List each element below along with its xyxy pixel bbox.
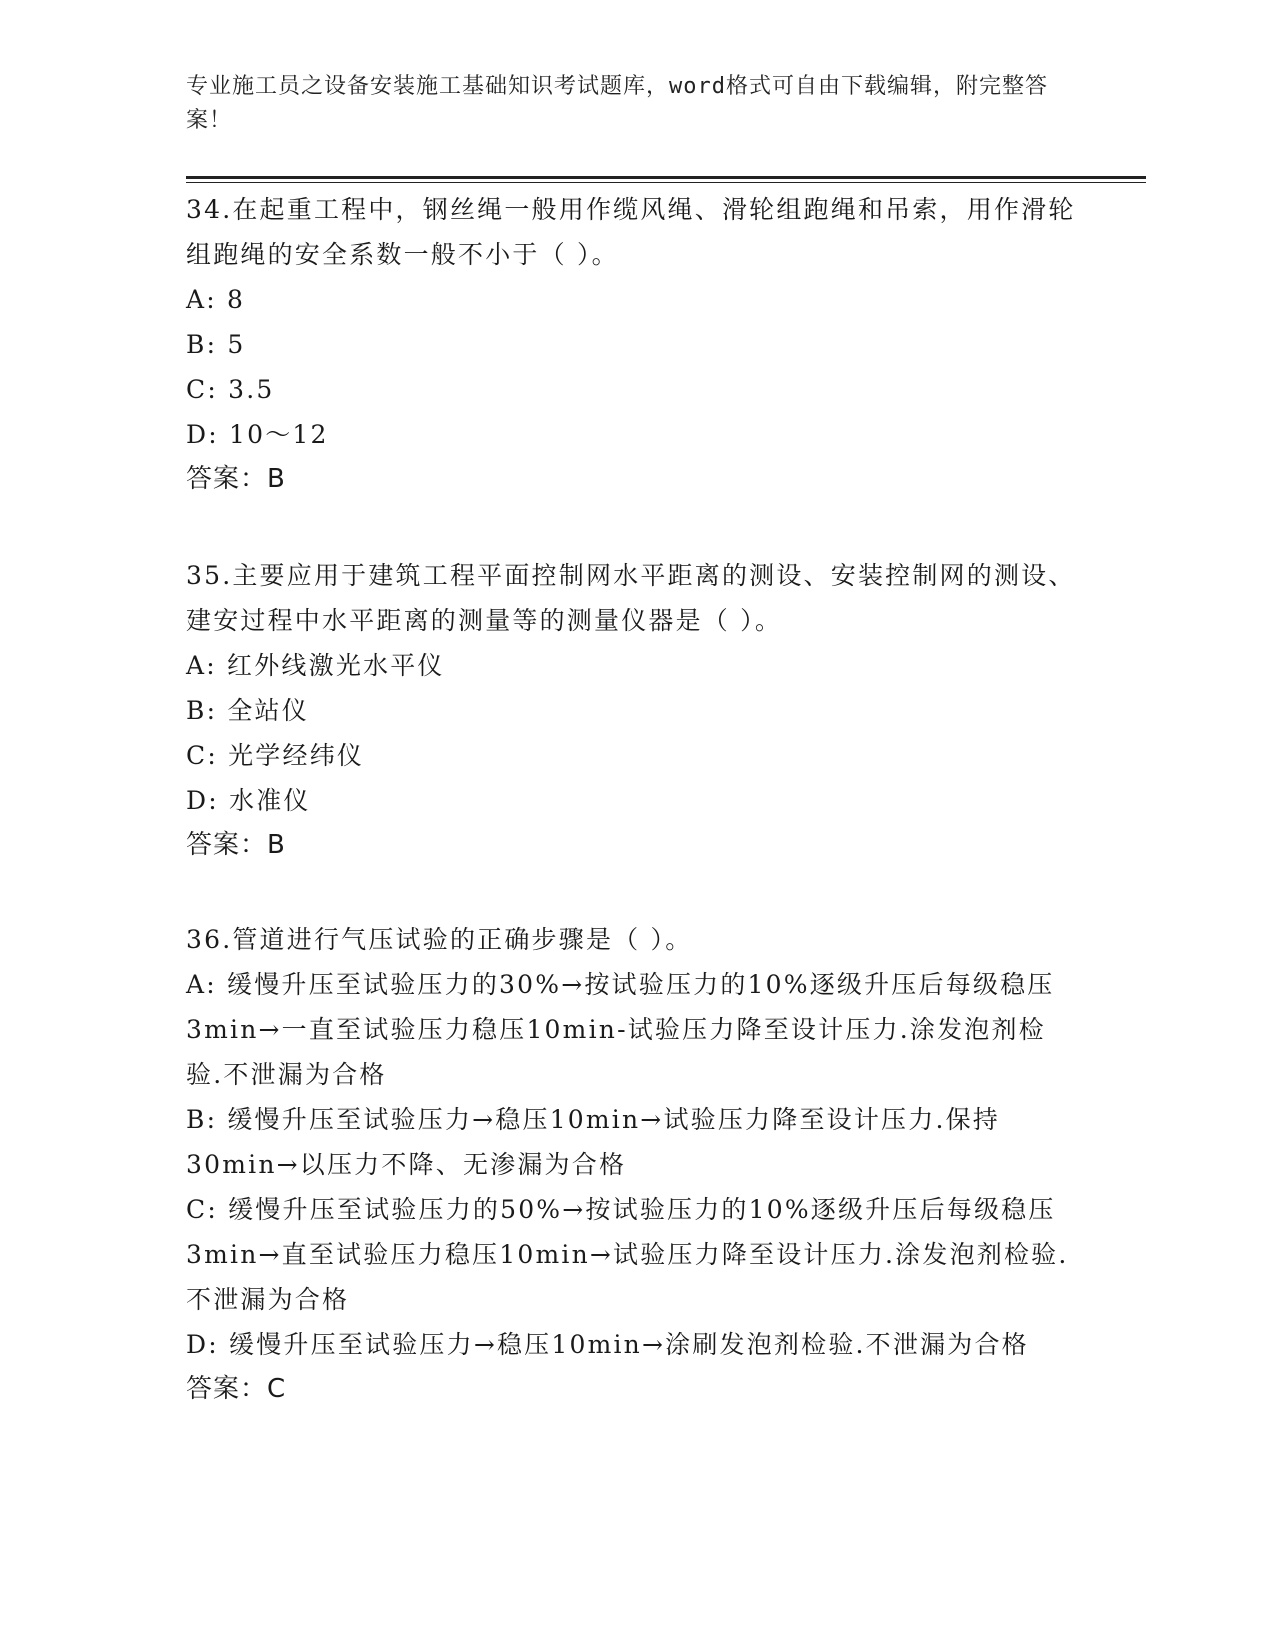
question-36 [186,917,1076,1412]
option-c: C: 3.5 [186,375,275,404]
option-b: B: 5 [186,330,246,359]
option-b: B: 全站仪 [186,696,309,725]
option-b: B: 缓慢升压至试验压力→稳压10min→试验压力降至设计压力.保持30min→以压力不降、无渗漏为合格 [186,1105,1000,1179]
answer: 答案：C [186,1374,287,1404]
question-34 [186,187,1076,502]
header-divider [186,176,1146,179]
option-c: C: 光学经纬仪 [186,741,365,770]
question-35 [186,553,1076,868]
option-a: A: 8 [186,285,246,314]
question-stem: 34.在起重工程中，钢丝绳一般用作缆风绳、滑轮组跑绳和吊索，用作滑轮组跑绳的安全系数一般不小于（ ）。 [186,195,1076,269]
document-header: 专业施工员之设备安装施工基础知识考试题库，word格式可自由下载编辑，附完整答案！ [186,74,1048,133]
option-d: D: 缓慢升压至试验压力→稳压10min→涂刷发泡剂检验.不泄漏为合格 [186,1330,1029,1359]
option-a: A: 红外线激光水平仪 [186,651,445,680]
question-stem: 36.管道进行气压试验的正确步骤是（ ）。 [186,925,693,954]
option-d: D: 10～12 [186,420,329,449]
answer: 答案：B [186,464,286,494]
header-divider-thin [186,182,1146,183]
option-c: C: 缓慢升压至试验压力的50%→按试验压力的10%逐级升压后每级稳压3min→直至试验压力稳压10min→试验压力降至设计压力.涂发泡剂检验.不泄漏为合格 [186,1195,1069,1314]
option-a: A: 缓慢升压至试验压力的30%→按试验压力的10%逐级升压后每级稳压3min→一直至试验压力稳压10min-试验压力降至设计压力.涂发泡剂检验.不泄漏为合格 [186,970,1055,1089]
answer: 答案：B [186,830,286,860]
document-page [186,0,1146,1650]
option-d: D: 水准仪 [186,786,311,815]
question-stem: 35.主要应用于建筑工程平面控制网水平距离的测设、安装控制网的测设、建安过程中水平距离的测量等的测量仪器是（ ）。 [186,561,1076,635]
